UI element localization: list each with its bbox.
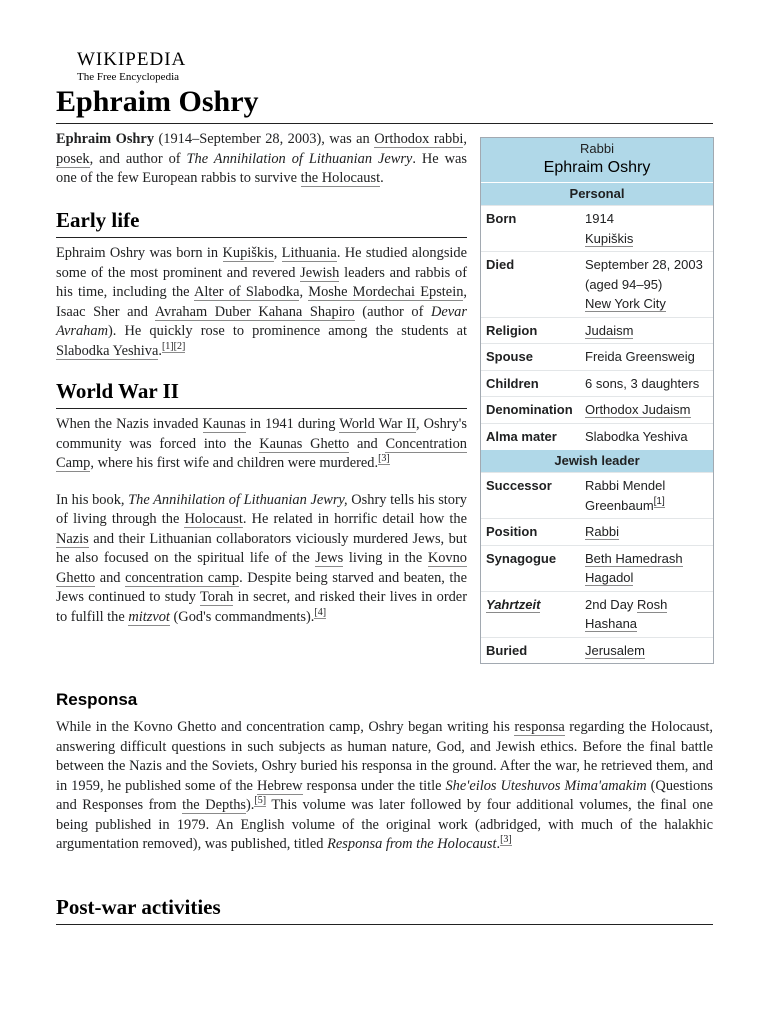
infobox-row-alma-mater: Alma mater Slabodka Yeshiva bbox=[481, 423, 713, 450]
link-torah[interactable]: Torah bbox=[199, 589, 234, 605]
ww2-paragraph-1: When the Nazis invaded Kaunas in 1941 during World War II, Oshry's community was forced into the Kaunas Ghetto and Concentration Camp, where his first wife and children were murdered.[3] bbox=[56, 416, 467, 471]
reference-link[interactable]: [3] bbox=[378, 453, 390, 465]
link-kaunas-ghetto[interactable]: Kaunas Ghetto bbox=[259, 435, 350, 452]
link-hebrew[interactable]: Hebrew bbox=[256, 777, 303, 794]
infobox-header bbox=[481, 138, 713, 182]
infobox-section-personal: Personal bbox=[481, 182, 713, 205]
infobox-row-born: Born 1914 Kupiškis bbox=[481, 205, 713, 251]
link-slabodka-yeshiva[interactable]: Slabodka Yeshiva bbox=[56, 342, 159, 359]
page-title: Ephraim Oshry bbox=[56, 83, 713, 124]
responsa-paragraph: While in the Kovno Ghetto and concentration camp, Oshry began writing his responsa regarding the Holocaust, answering difficult questions in such subjects as human nature, God, and Jewish ethics. Before the final battle between the Nazis and the Soviets, Oshry buried his responsa in the ground. After the war, he retrieved them, and in 1959, he published some of the Hebrew responsa under the title She'eilos Uteshuvos Mima'amakim (Questions and Responses from the Depths).[5] This volume was later followed by four additional volumes, the final one being published in 1979. An English volume of the original work (adbridged, with much of the halakhic argumentation removed), was published, titled Responsa from the Holocaust.[3] bbox=[56, 719, 714, 852]
link-orthodox-rabbi[interactable]: Orthodox rabbi bbox=[374, 131, 464, 147]
link-jewish[interactable]: Jewish bbox=[300, 264, 340, 281]
link-kaunas[interactable]: Kaunas bbox=[202, 416, 246, 432]
responsa-section bbox=[56, 690, 713, 855]
infobox-name: Ephraim Oshry bbox=[543, 159, 651, 176]
infobox-row-children: Children 6 sons, 3 daughters bbox=[481, 370, 713, 397]
infobox-row-successor: Successor Rabbi Mendel Greenbaum[1] bbox=[481, 472, 713, 518]
link-responsa[interactable]: responsa bbox=[514, 719, 565, 735]
link-new-york-city[interactable]: New York City bbox=[585, 296, 666, 311]
link-lithuania[interactable]: Lithuania bbox=[281, 245, 337, 261]
link-holocaust[interactable]: Holocaust bbox=[184, 511, 243, 527]
link-judaism[interactable]: Judaism bbox=[585, 322, 634, 338]
link-rabbi[interactable]: Rabbi bbox=[585, 524, 619, 539]
link-beth-hamedrash-hagadol[interactable]: Beth Hamedrash Hagadol bbox=[585, 550, 683, 585]
post-war-section bbox=[56, 893, 713, 925]
link-posek[interactable]: posek bbox=[56, 150, 90, 167]
infobox-row-denomination: Denomination Orthodox Judaism bbox=[481, 396, 713, 423]
heading-world-war-ii: World War II bbox=[56, 377, 467, 409]
reference-link[interactable]: [1] bbox=[161, 340, 174, 352]
reference-link[interactable]: [5] bbox=[254, 795, 267, 807]
world-war-ii-section bbox=[56, 377, 467, 627]
link-alter-of-slabodka[interactable]: Alter of Slabodka bbox=[193, 284, 300, 300]
early-life-paragraph: Ephraim Oshry was born in Kupiškis, Lithuania. He studied alongside some of the most prominent and revered Jewish leaders and rabbis of his time, including the Alter of Slabodka, Moshe Mordechai Epstein, Isaac Sher and Avraham Duber Kahana Shapiro (author of Devar Avraham). He quickly rose to prominence among the students at Slabodka Yeshiva.[1][2] bbox=[56, 245, 467, 359]
link-kupiskis-infobox[interactable]: Kupiškis bbox=[585, 230, 634, 246]
link-jerusalem[interactable]: Jerusalem bbox=[585, 642, 645, 658]
infobox-row-religion: Religion Judaism bbox=[481, 317, 713, 344]
link-jews[interactable]: Jews bbox=[315, 550, 344, 566]
reference-link[interactable]: [1] bbox=[653, 496, 665, 508]
reference-link[interactable]: [3] bbox=[500, 834, 512, 846]
early-life-section bbox=[56, 206, 467, 361]
heading-responsa: Responsa bbox=[56, 690, 138, 709]
wikipedia-logo[interactable] bbox=[77, 50, 237, 83]
infobox-above: Rabbi bbox=[580, 141, 614, 156]
book-title: The Annihilation of Lithuanian Jewry bbox=[186, 150, 413, 167]
link-the-depths[interactable]: the Depths bbox=[182, 797, 246, 813]
intro-paragraph: Ephraim Oshry (1914–September 28, 2003), was an Orthodox rabbi, posek, and author of The Annihilation of Lithuanian Jewry. He was one of the few European rabbis to survive the Holocaust. bbox=[56, 131, 467, 186]
reference-link[interactable]: [2] bbox=[173, 340, 186, 352]
link-moshe-mordechai-epstein[interactable]: Moshe Mordechai Epstein bbox=[308, 284, 464, 300]
infobox-row-yahrtzeit: Yahrtzeit 2nd Day Rosh Hashana bbox=[481, 591, 713, 637]
infobox-row-position: Position Rabbi bbox=[481, 518, 713, 545]
link-orthodox-judaism[interactable]: Orthodox Judaism bbox=[585, 402, 691, 417]
infobox bbox=[480, 137, 714, 664]
infobox-row-died: Died September 28, 2003 (aged 94–95) New York City bbox=[481, 251, 713, 317]
link-avraham-duber-kahana-shapiro[interactable]: Avraham Duber Kahana Shapiro bbox=[154, 303, 355, 320]
link-kovno-ghetto[interactable]: Kovno Ghetto bbox=[56, 550, 467, 586]
ww2-paragraph-2: In his book, The Annihilation of Lithuanian Jewry, Oshry tells his story of living through the Holocaust. He related in horrific detail how the Nazis and their Lithuanian collaborators viciously murdered Jews, but he also focused on the spiritual life of the Jews living in the Kovno Ghetto and concentration camp. Despite being starved and beaten, the Jews continued to study Torah in secret, and risked their lives in order to fulfill the mitzvot (God's commandments).[4] bbox=[56, 491, 467, 625]
subject-name: Ephraim Oshry bbox=[56, 131, 155, 147]
heading-post-war-activities: Post-war activities bbox=[56, 893, 713, 925]
intro-section bbox=[56, 130, 467, 189]
link-concentration-camp[interactable]: Concentration Camp bbox=[56, 435, 467, 471]
infobox-section-jewish-leader: Jewish leader bbox=[481, 449, 713, 472]
infobox-row-buried: Buried Jerusalem bbox=[481, 637, 713, 664]
link-rosh-hashana[interactable]: Rosh Hashana bbox=[585, 596, 668, 631]
link-the-holocaust[interactable]: the Holocaust bbox=[300, 170, 381, 186]
reference-link[interactable]: [4] bbox=[314, 606, 327, 618]
link-nazis[interactable]: Nazis bbox=[56, 530, 89, 547]
link-world-war-ii[interactable]: World War II bbox=[339, 416, 416, 432]
infobox-row-synagogue: Synagogue Beth Hamedrash Hagadol bbox=[481, 545, 713, 591]
link-yahrtzeit[interactable]: Yahrtzeit bbox=[486, 596, 541, 612]
link-concentration-camp-2[interactable]: concentration camp bbox=[125, 569, 240, 586]
link-kupiskis[interactable]: Kupiškis bbox=[222, 245, 274, 261]
heading-early-life: Early life bbox=[56, 206, 467, 238]
logo-tagline: The Free Encyclopedia bbox=[77, 71, 180, 83]
logo-wordmark: WIKIPEDIA bbox=[77, 49, 187, 70]
infobox-row-spouse: Spouse Freida Greensweig bbox=[481, 343, 713, 370]
link-mitzvot[interactable]: mitzvot bbox=[128, 608, 170, 625]
